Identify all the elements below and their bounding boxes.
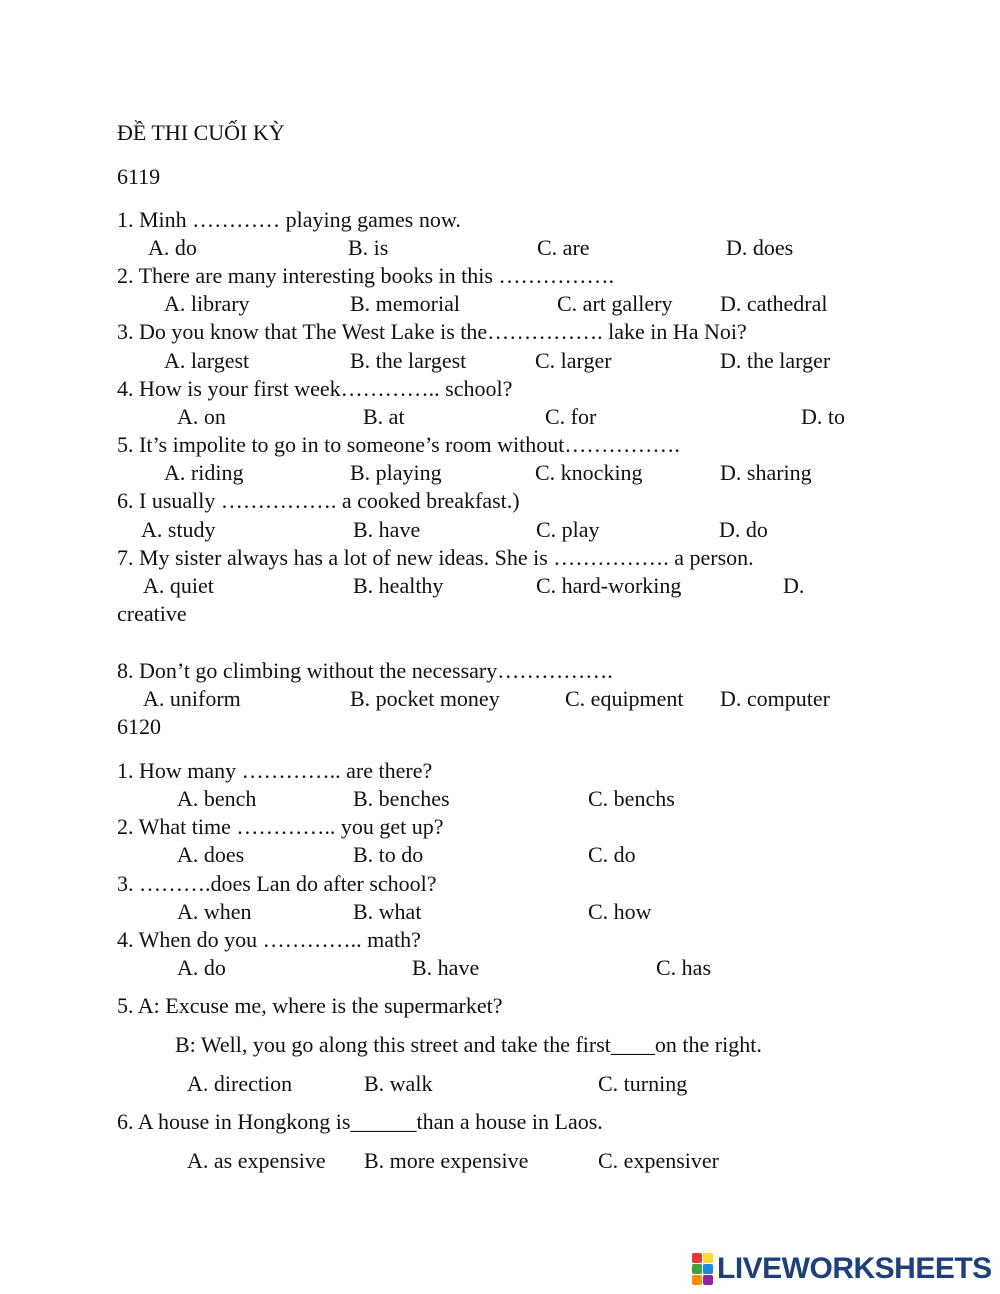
option-c[interactable]: C. has: [656, 955, 711, 980]
option-b[interactable]: B. memorial: [350, 291, 460, 316]
option-b[interactable]: B. pocket money: [350, 686, 500, 711]
logo-block: [703, 1253, 713, 1263]
section-code: 6120: [117, 714, 161, 739]
option-d[interactable]: D. does: [726, 235, 794, 260]
page-title: ĐỀ THI CUỐI KỲ: [117, 120, 285, 145]
logo-block: [692, 1264, 702, 1274]
question-text: 3. ……….does Lan do after school?: [117, 871, 437, 896]
option-c[interactable]: C. how: [588, 899, 652, 924]
logo-text: LIVEWORKSHEETS: [717, 1252, 992, 1285]
option-b[interactable]: B. the largest: [350, 348, 467, 373]
option-a[interactable]: A. do: [177, 955, 226, 980]
option-b[interactable]: B. have: [412, 955, 480, 980]
option-a[interactable]: A. library: [164, 291, 250, 316]
option-b[interactable]: B. have: [353, 517, 421, 542]
option-d[interactable]: D. cathedral: [720, 291, 828, 316]
option-c[interactable]: C. equipment: [565, 686, 684, 711]
question-text: 2. There are many interesting books in this …………….: [117, 263, 614, 288]
question-text: 4. How is your first week………….. school?: [117, 376, 513, 401]
liveworksheets-logo: [692, 1254, 992, 1284]
option-a[interactable]: A. quiet: [143, 573, 214, 598]
option-c[interactable]: C. do: [588, 842, 636, 867]
question-text: 1. How many ………….. are there?: [117, 758, 433, 783]
option-b[interactable]: B. walk: [364, 1071, 433, 1096]
option-d[interactable]: D. sharing: [720, 460, 812, 485]
question-text: 6. I usually ……………. a cooked breakfast.): [117, 488, 520, 513]
option-d[interactable]: D.: [783, 573, 805, 598]
logo-mark-icon: [692, 1253, 713, 1285]
option-c[interactable]: C. larger: [535, 348, 612, 373]
question-text: 3. Do you know that The West Lake is the……………. lake in Ha Noi?: [117, 319, 747, 344]
logo-block: [703, 1264, 713, 1274]
option-a[interactable]: A. as expensive: [187, 1148, 326, 1173]
option-c[interactable]: C. turning: [598, 1071, 688, 1096]
option-b[interactable]: B. playing: [350, 460, 442, 485]
question-text-b: B: Well, you go along this street and take the first____on the right.: [175, 1032, 762, 1057]
option-b[interactable]: B. more expensive: [364, 1148, 529, 1173]
option-a[interactable]: A. uniform: [143, 686, 241, 711]
option-a[interactable]: A. riding: [164, 460, 244, 485]
option-b[interactable]: B. benches: [353, 786, 450, 811]
question-text: 6. A house in Hongkong is______than a house in Laos.: [117, 1109, 603, 1134]
option-d[interactable]: D. computer: [720, 686, 830, 711]
question-text: 5. A: Excuse me, where is the supermarket?: [117, 993, 503, 1018]
option-a[interactable]: A. study: [141, 517, 216, 542]
option-b[interactable]: B. at: [363, 404, 405, 429]
question-text: 5. It’s impolite to go in to someone’s room without…………….: [117, 432, 680, 457]
option-d[interactable]: D. the larger: [720, 348, 831, 373]
question-text: 2. What time ………….. you get up?: [117, 814, 444, 839]
option-b[interactable]: B. is: [348, 235, 389, 260]
option-b[interactable]: B. what: [353, 899, 422, 924]
question-text: 1. Minh ………… playing games now.: [117, 207, 461, 232]
option-d[interactable]: D. do: [719, 517, 768, 542]
option-c[interactable]: C. are: [537, 235, 590, 260]
question-text: 7. My sister always has a lot of new ideas. She is ……………. a person.: [117, 545, 754, 570]
option-c[interactable]: C. benchs: [588, 786, 675, 811]
logo-block: [692, 1253, 702, 1263]
option-a[interactable]: A. on: [177, 404, 226, 429]
logo-block: [703, 1275, 713, 1285]
option-d[interactable]: D. to: [801, 404, 845, 429]
option-c[interactable]: C. art gallery: [557, 291, 673, 316]
option-a[interactable]: A. does: [177, 842, 245, 867]
option-a[interactable]: A. when: [177, 899, 252, 924]
option-c[interactable]: C. play: [536, 517, 600, 542]
option-a[interactable]: A. do: [148, 235, 197, 260]
section-code: 6119: [117, 164, 161, 189]
option-a[interactable]: A. largest: [164, 348, 250, 373]
option-b[interactable]: B. healthy: [353, 573, 444, 598]
option-c[interactable]: C. knocking: [535, 460, 643, 485]
option-c[interactable]: C. expensiver: [598, 1148, 719, 1173]
option-a[interactable]: A. direction: [187, 1071, 293, 1096]
option-c[interactable]: C. for: [545, 404, 597, 429]
question-text: 8. Don’t go climbing without the necessary…………….: [117, 658, 613, 683]
option-c[interactable]: C. hard-working: [536, 573, 682, 598]
option-a[interactable]: A. bench: [177, 786, 257, 811]
option-b[interactable]: B. to do: [353, 842, 424, 867]
question-text: 4. When do you ………….. math?: [117, 927, 421, 952]
logo-block: [692, 1275, 702, 1285]
option-d-continued: creative: [117, 601, 187, 626]
